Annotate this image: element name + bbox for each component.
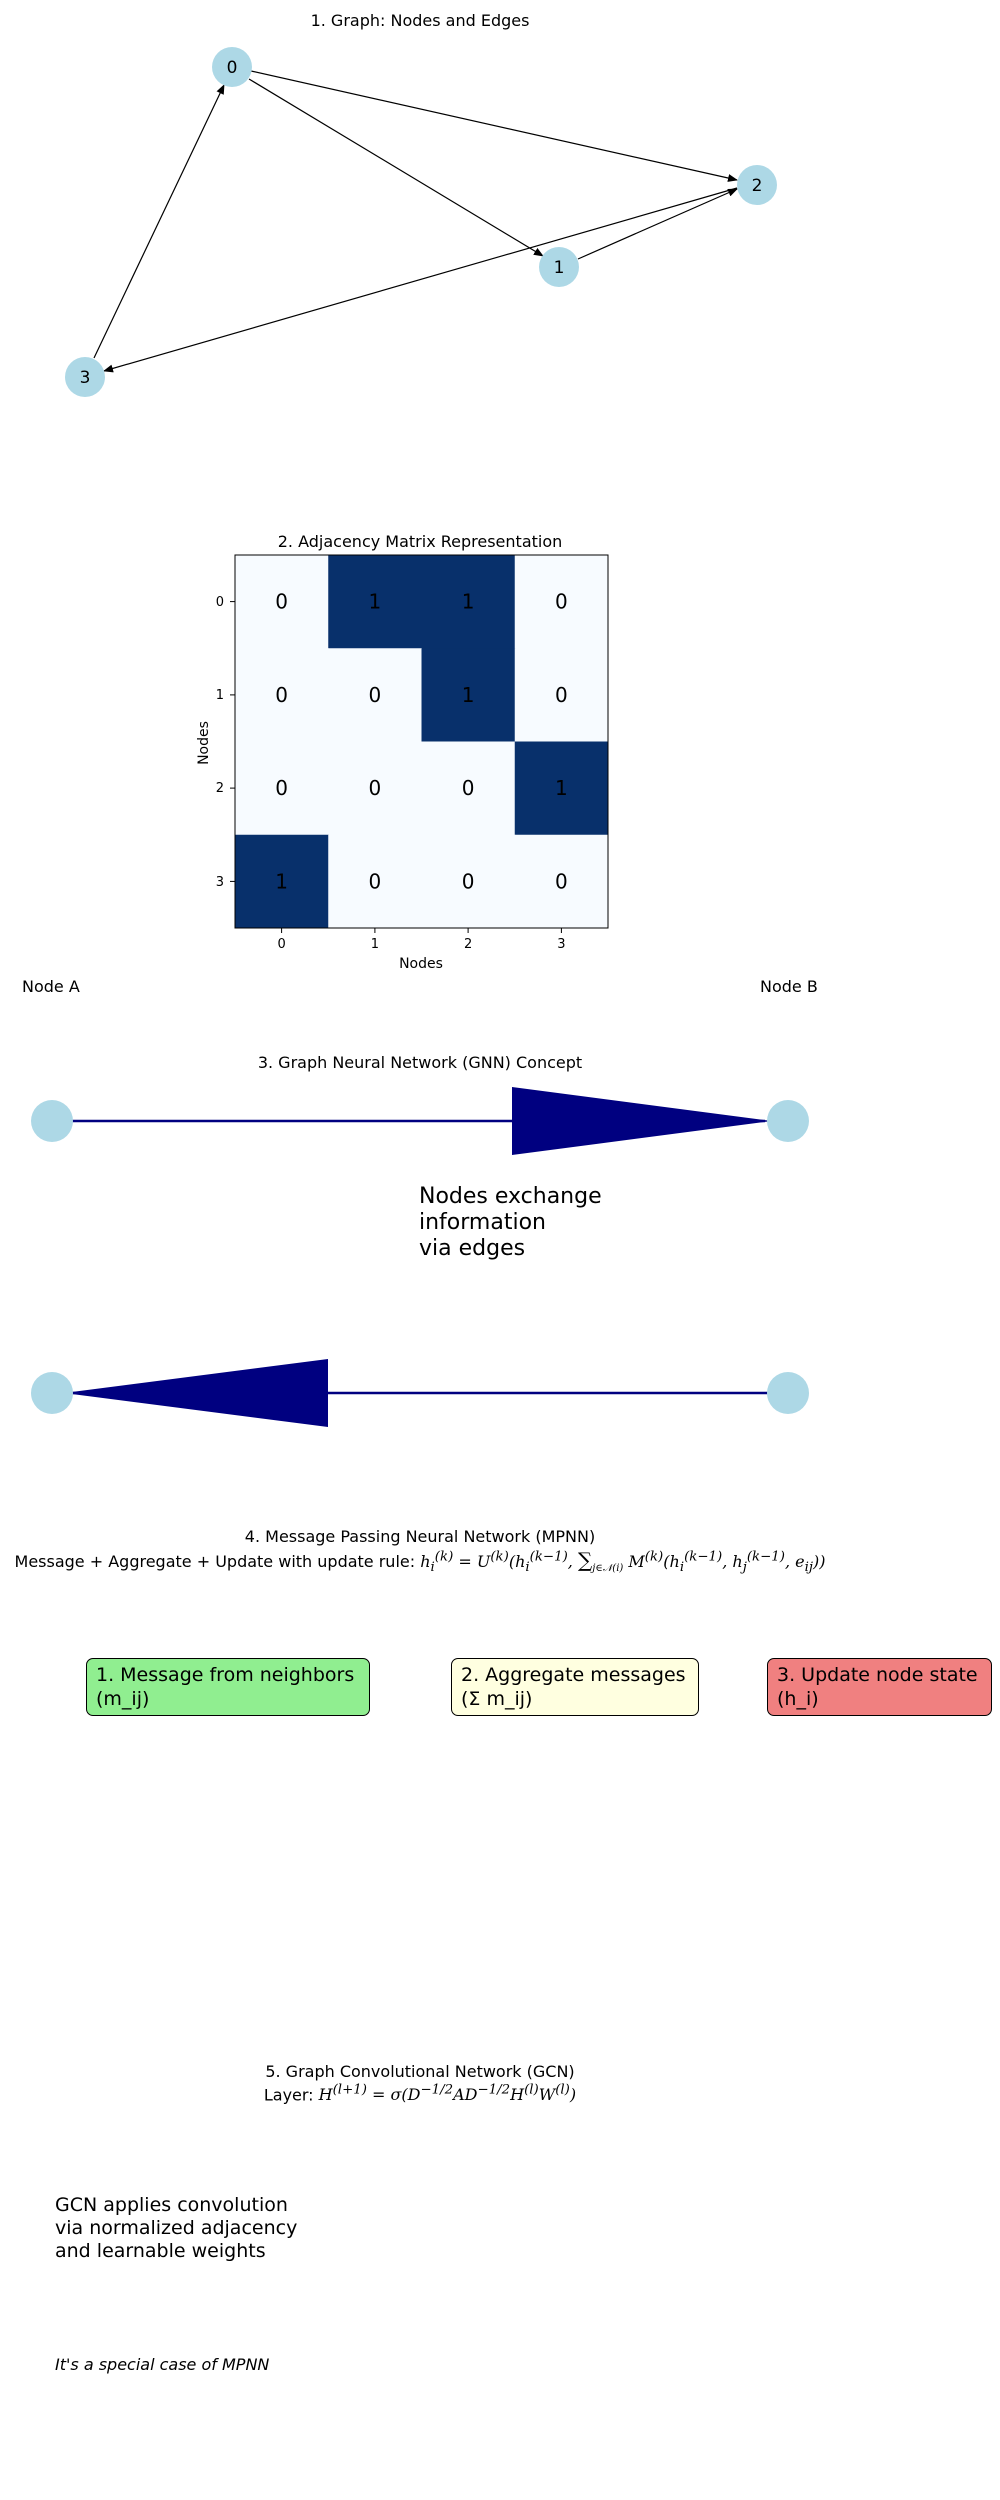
graph-diagram <box>0 0 1000 420</box>
x-axis-label: Nodes <box>399 956 443 972</box>
node-a-top <box>31 1100 73 1142</box>
y-tick-label: 0 <box>215 595 224 610</box>
gcn-title: 5. Graph Convolutional Network (GCN) <box>265 2062 575 2081</box>
gnn-caption <box>419 1184 602 1262</box>
matrix-cell-value: 0 <box>275 776 288 801</box>
svg-text:0: 0 <box>226 58 238 78</box>
step-message-line1: 1. Message from neighbors <box>96 1664 355 1686</box>
matrix-cell-value: 0 <box>461 869 475 894</box>
y-tick-label: 1 <box>215 688 224 703</box>
step-update-line1: 3. Update node state <box>777 1664 978 1686</box>
graph-node-1 <box>539 247 579 287</box>
gcn-layer-rule <box>0 2083 840 2104</box>
svg-text:2: 2 <box>751 176 763 196</box>
x-tick-label: 1 <box>370 937 380 952</box>
gnn-caption-line: information <box>419 1210 546 1235</box>
step-message-line2: (m_ij) <box>96 1688 150 1710</box>
gcn-layer-prefix: Layer: <box>263 2085 314 2105</box>
edge-1-2 <box>578 189 737 259</box>
x-ticks <box>277 928 565 952</box>
node-a-label: Node A <box>22 977 80 996</box>
x-tick-label: 2 <box>463 937 473 952</box>
gnn-title: 3. Graph Neural Network (GNN) Concept <box>257 1053 583 1072</box>
gcn-description <box>55 2194 297 2263</box>
step-aggregate-box <box>451 1658 699 1716</box>
gnn-caption-line: Nodes exchange <box>419 1184 602 1209</box>
matrix-cell-value: 1 <box>368 589 382 614</box>
matrix-cell-value: 0 <box>368 776 382 801</box>
gcn-formula: $H^{(l+1)} = \sigma(D^{-1/2}AD^{-1/2}H^{(l)}W^{(l)})$ <box>318 2083 577 2105</box>
y-ticks <box>216 595 235 890</box>
matrix-cell-value: 0 <box>555 869 568 894</box>
matrix-title: 2. Adjacency Matrix Representation <box>277 532 563 551</box>
mpnn-rule-prefix: Message + Aggregate + Update with update rule: <box>14 1552 416 1571</box>
matrix-cell-value: 1 <box>461 589 475 614</box>
matrix-cell-value: 0 <box>368 869 382 894</box>
matrix-cell-value: 0 <box>368 682 382 707</box>
matrix-cell-value: 1 <box>461 682 475 707</box>
y-tick-label: 3 <box>215 875 224 890</box>
step-aggregate-line2: (Σ m_ij) <box>461 1688 533 1710</box>
graph-node-0 <box>212 47 252 87</box>
svg-text:3: 3 <box>79 368 91 388</box>
edge-3-0 <box>94 85 224 358</box>
svg-text:1: 1 <box>553 258 565 278</box>
node-b-bottom <box>767 1372 809 1414</box>
matrix-cell-value: 0 <box>461 776 475 801</box>
arrow-head-a-to-b <box>512 1087 772 1155</box>
gnn-diagram <box>0 1080 1000 1450</box>
y-tick-label: 2 <box>215 781 224 796</box>
gcn-note: It's a special case of MPNN <box>55 2355 270 2374</box>
x-tick-label: 3 <box>557 937 566 952</box>
step-update-line2: (h_i) <box>777 1688 819 1710</box>
matrix-cell-value: 1 <box>275 869 288 894</box>
matrix-cell-value: 1 <box>555 776 568 801</box>
arrow-head-b-to-a <box>64 1359 328 1427</box>
matrix-cell-value: 0 <box>275 682 288 707</box>
gcn-desc-line: via normalized adjacency <box>55 2217 298 2239</box>
edge-0-2 <box>251 71 737 180</box>
gnn-caption-line: via edges <box>419 1236 526 1261</box>
step-update-box <box>767 1658 992 1716</box>
node-b-top <box>767 1100 809 1142</box>
matrix-cell-value: 0 <box>555 589 568 614</box>
graph-title: 1. Graph: Nodes and Edges <box>310 11 530 30</box>
matrix-cell-value: 0 <box>555 682 568 707</box>
gcn-desc-line: GCN applies convolution <box>55 2194 288 2216</box>
mpnn-update-rule <box>0 1548 840 1575</box>
node-a-bottom <box>31 1372 73 1414</box>
x-tick-label: 0 <box>277 937 286 952</box>
mpnn-title: 4. Message Passing Neural Network (MPNN) <box>244 1527 596 1546</box>
graph-node-3 <box>65 357 105 397</box>
node-b-label: Node B <box>760 977 818 996</box>
edge-0-1 <box>249 79 543 256</box>
adjacency-matrix-chart <box>0 550 700 980</box>
gcn-desc-line: and learnable weights <box>55 2240 266 2262</box>
graph-node-2 <box>737 165 777 205</box>
mpnn-formula: $h_i^{(k)} = U^{(k)}(h_i^{(k-1)}$, $\sum_{j\in 𝒩(i)}$ $M^{(k)}(h_i^{(k-1)}$, $h_j^{(k-1)}$, $e_{ij}$)) <box>420 1548 826 1576</box>
y-axis-label: Nodes <box>196 721 212 765</box>
step-aggregate-line1: 2. Aggregate messages <box>461 1664 686 1686</box>
step-message-box <box>86 1658 370 1716</box>
edge-2-3 <box>104 188 737 371</box>
matrix-cell-value: 0 <box>275 589 288 614</box>
